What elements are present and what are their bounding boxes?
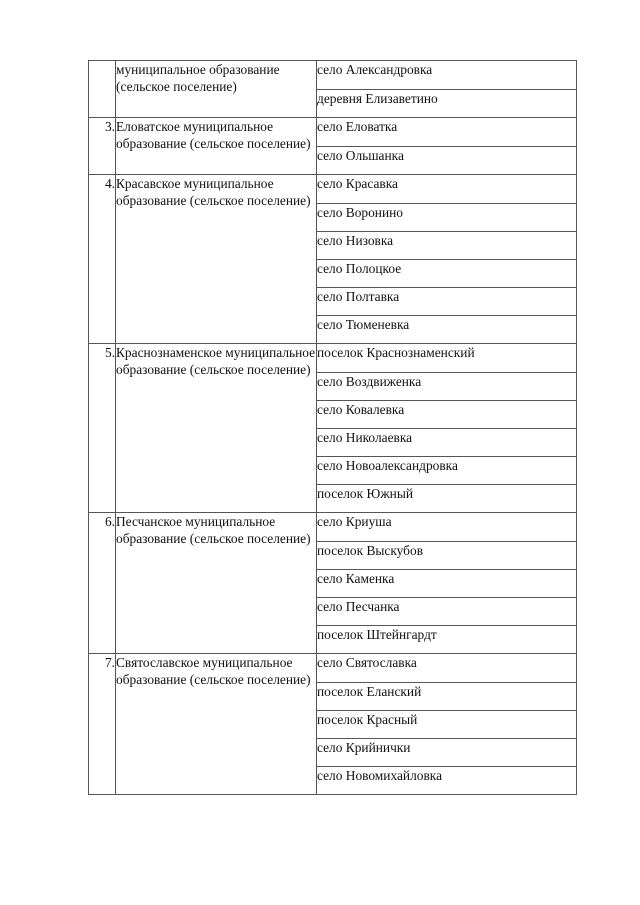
settlement-name: поселок Выскубов <box>317 542 577 570</box>
row-number <box>89 61 116 118</box>
settlement-name: село Крийнички <box>317 739 577 767</box>
settlement-name: село Полтавка <box>317 288 577 316</box>
settlement-name: поселок Краснознаменский <box>317 344 577 373</box>
settlement-name: село Воронино <box>317 204 577 232</box>
row-number: 4. <box>89 175 116 344</box>
settlement-name: поселок Южный <box>317 485 577 513</box>
settlement-name: село Криуша <box>317 513 577 542</box>
row-number: 3. <box>89 118 116 175</box>
table-row <box>89 175 577 204</box>
settlement-name: село Новоалександровка <box>317 457 577 485</box>
row-number: 5. <box>89 344 116 513</box>
settlement-name: село Николаевка <box>317 429 577 457</box>
row-number: 7. <box>89 654 116 795</box>
municipality-name: муниципальное образование (сельское поселение) <box>116 61 317 118</box>
settlement-name: село Святославка <box>317 654 577 683</box>
settlement-name: село Воздвиженка <box>317 373 577 401</box>
settlement-name: поселок Штейнгардт <box>317 626 577 654</box>
settlement-name: село Новомихайловка <box>317 767 577 795</box>
table-row <box>89 118 577 147</box>
settlement-name: поселок Еланский <box>317 683 577 711</box>
table-row <box>89 344 577 373</box>
table-row <box>89 61 577 90</box>
settlement-name: село Песчанка <box>317 598 577 626</box>
settlement-name: село Ольшанка <box>317 147 577 175</box>
municipality-name: Краснознаменское муниципальное образование (сельское поселение) <box>116 344 317 513</box>
settlement-name: село Еловатка <box>317 118 577 147</box>
settlement-name: деревня Елизаветино <box>317 90 577 118</box>
settlements-table <box>88 60 577 795</box>
settlement-name: село Ковалевка <box>317 401 577 429</box>
table-row <box>89 654 577 683</box>
settlement-name: село Каменка <box>317 570 577 598</box>
settlement-name: село Низовка <box>317 232 577 260</box>
settlement-name: село Красавка <box>317 175 577 204</box>
row-number: 6. <box>89 513 116 654</box>
settlements-table-body <box>89 61 577 795</box>
settlement-name: село Полоцкое <box>317 260 577 288</box>
municipality-name: Еловатское муниципальное образование (сельское поселение) <box>116 118 317 175</box>
municipality-name: Красавское муниципальное образование (сельское поселение) <box>116 175 317 344</box>
table-row <box>89 513 577 542</box>
settlement-name: село Тюменевка <box>317 316 577 344</box>
settlement-name: поселок Красный <box>317 711 577 739</box>
settlement-name: село Александровка <box>317 61 577 90</box>
municipality-name: Песчанское муниципальное образование (сельское поселение) <box>116 513 317 654</box>
municipality-name: Святославское муниципальное образование (сельское поселение) <box>116 654 317 795</box>
